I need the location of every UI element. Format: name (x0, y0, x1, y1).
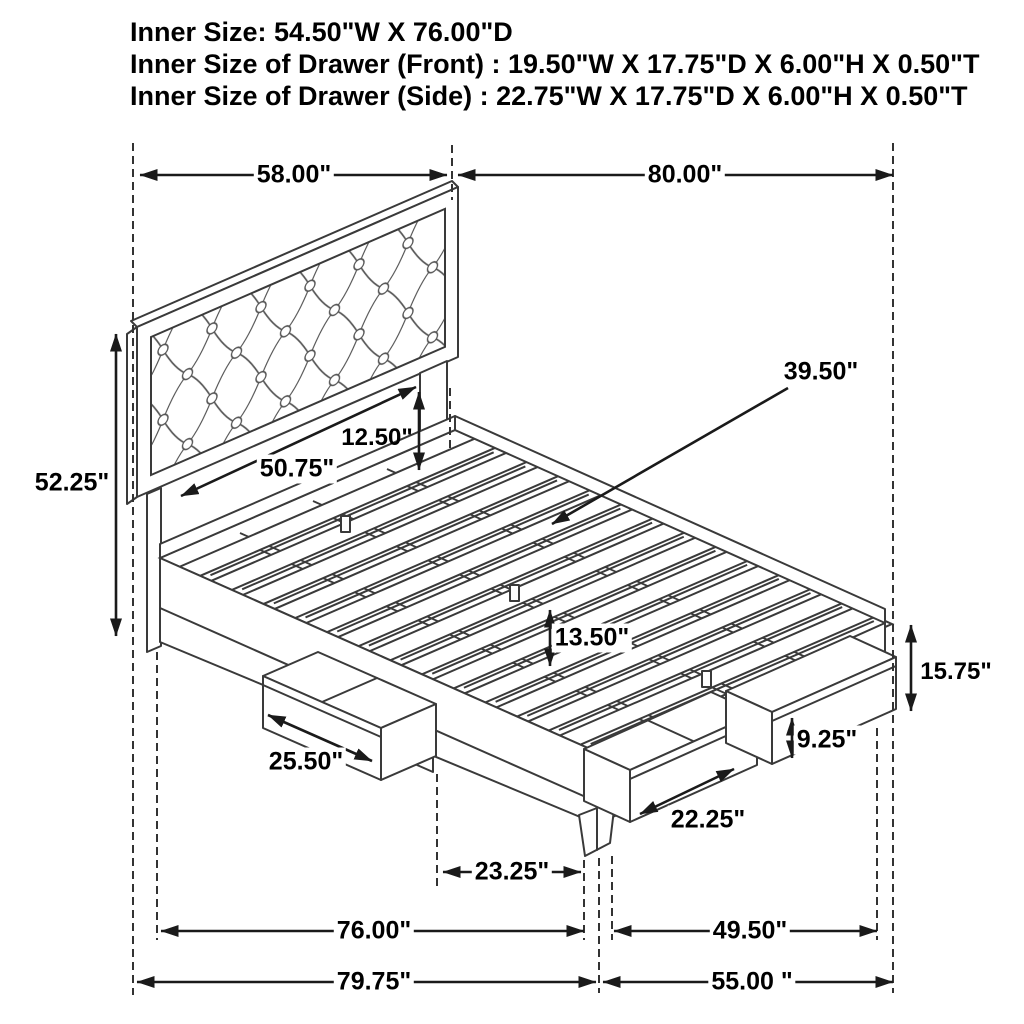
dim-side-rail-height: 15.75" (920, 658, 992, 685)
dim-slat-length: 39.50" (781, 358, 861, 387)
dim-leg-offset: 23.25" (472, 858, 552, 887)
dim-headboard-height: 52.25" (32, 469, 112, 498)
dim-headboard-width: 58.00" (254, 161, 334, 190)
dim-front-drawer-width: 22.25" (668, 806, 748, 835)
dim-headboard-gap-to-deck: 12.50" (341, 424, 413, 451)
dim-overall-length: 79.75" (334, 968, 414, 997)
dim-inner-length: 76.00" (334, 917, 414, 946)
title-block (130, 16, 979, 112)
title-inner-size: Inner Size: 54.50"W X 76.00"D (130, 17, 513, 47)
dim-headboard-panel-width: 50.75" (257, 455, 337, 484)
headboard-left-leg (147, 488, 161, 652)
dim-side-drawer-width: 25.50" (266, 748, 346, 777)
dim-drawer-front-height: 9.25" (794, 726, 861, 755)
dim-foot-section-width: 49.50" (710, 917, 790, 946)
leader-slat-length (552, 388, 788, 524)
title-drawer-front: Inner Size of Drawer (Front) : 19.50"W X 17.75"D X 6.00"H X 0.50"T (130, 49, 980, 79)
dim-overall-width: 55.00 " (708, 968, 795, 997)
dim-deck-height: 13.50" (552, 624, 632, 653)
dim-frame-length: 80.00" (645, 161, 725, 190)
title-drawer-side: Inner Size of Drawer (Side) : 22.75"W X 17.75"D X 6.00"H X 0.50"T (130, 81, 968, 111)
